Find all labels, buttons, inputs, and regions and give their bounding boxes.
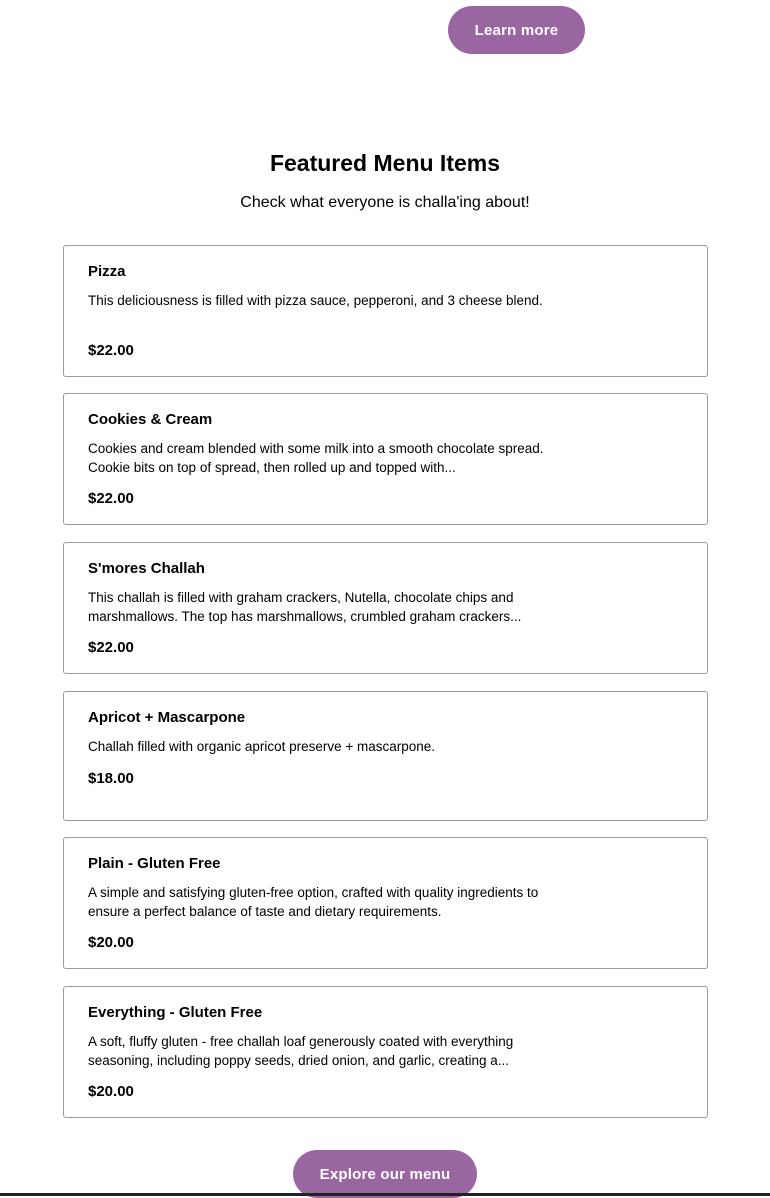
menu-item-description: A simple and satisfying gluten-free option, crafted with quality ingredients to ensure a perfect balance of taste and dietary requirements. <box>88 885 539 919</box>
menu-item-description: Cookies and cream blended with some milk into a smooth chocolate spread. Cookie bits on top of spread, then rolled up and topped with... <box>88 441 544 475</box>
menu-item-name: Cookies & Cream <box>88 411 213 428</box>
featured-subtitle: Check what everyone is challa'ing about! <box>240 194 530 211</box>
menu-item-description: A soft, fluffy gluten - free challah loaf generously coated with everything seasoning, including poppy seeds, dried onion, and garlic, creating a... <box>88 1034 514 1068</box>
menu-item-price: $22.00 <box>88 639 134 656</box>
menu-item-price: $22.00 <box>88 342 134 359</box>
menu-item-card[interactable] <box>63 986 708 1118</box>
menu-item-name: Plain - Gluten Free <box>88 855 221 872</box>
menu-item-description: This challah is filled with graham crackers, Nutella, chocolate chips and marshmallows. The top has marshmallows, crumbled graham crackers... <box>88 590 522 624</box>
menu-item-card[interactable] <box>63 837 708 969</box>
menu-item-card[interactable] <box>63 393 708 525</box>
menu-item-card[interactable] <box>63 691 708 821</box>
menu-item-price: $18.00 <box>88 770 134 787</box>
menu-item-description: Challah filled with organic apricot preserve + mascarpone. <box>88 739 436 754</box>
explore-menu-button[interactable]: Explore our menu <box>293 1150 477 1198</box>
menu-item-price: $22.00 <box>88 490 134 507</box>
menu-item-name: Apricot + Mascarpone <box>88 709 246 726</box>
featured-title: Featured Menu Items <box>269 150 501 176</box>
menu-item-card[interactable] <box>63 542 708 674</box>
menu-item-name: S'mores Challah <box>88 560 205 577</box>
menu-item-description: This deliciousness is filled with pizza sauce, pepperoni, and 3 cheese blend. <box>88 293 543 308</box>
menu-item-name: Everything - Gluten Free <box>88 1004 263 1021</box>
menu-item-price: $20.00 <box>88 1083 134 1100</box>
menu-item-name: Pizza <box>88 263 126 280</box>
menu-item-price: $20.00 <box>88 934 134 951</box>
menu-item-card[interactable] <box>63 245 708 377</box>
learn-more-button[interactable]: Learn more <box>448 6 585 54</box>
